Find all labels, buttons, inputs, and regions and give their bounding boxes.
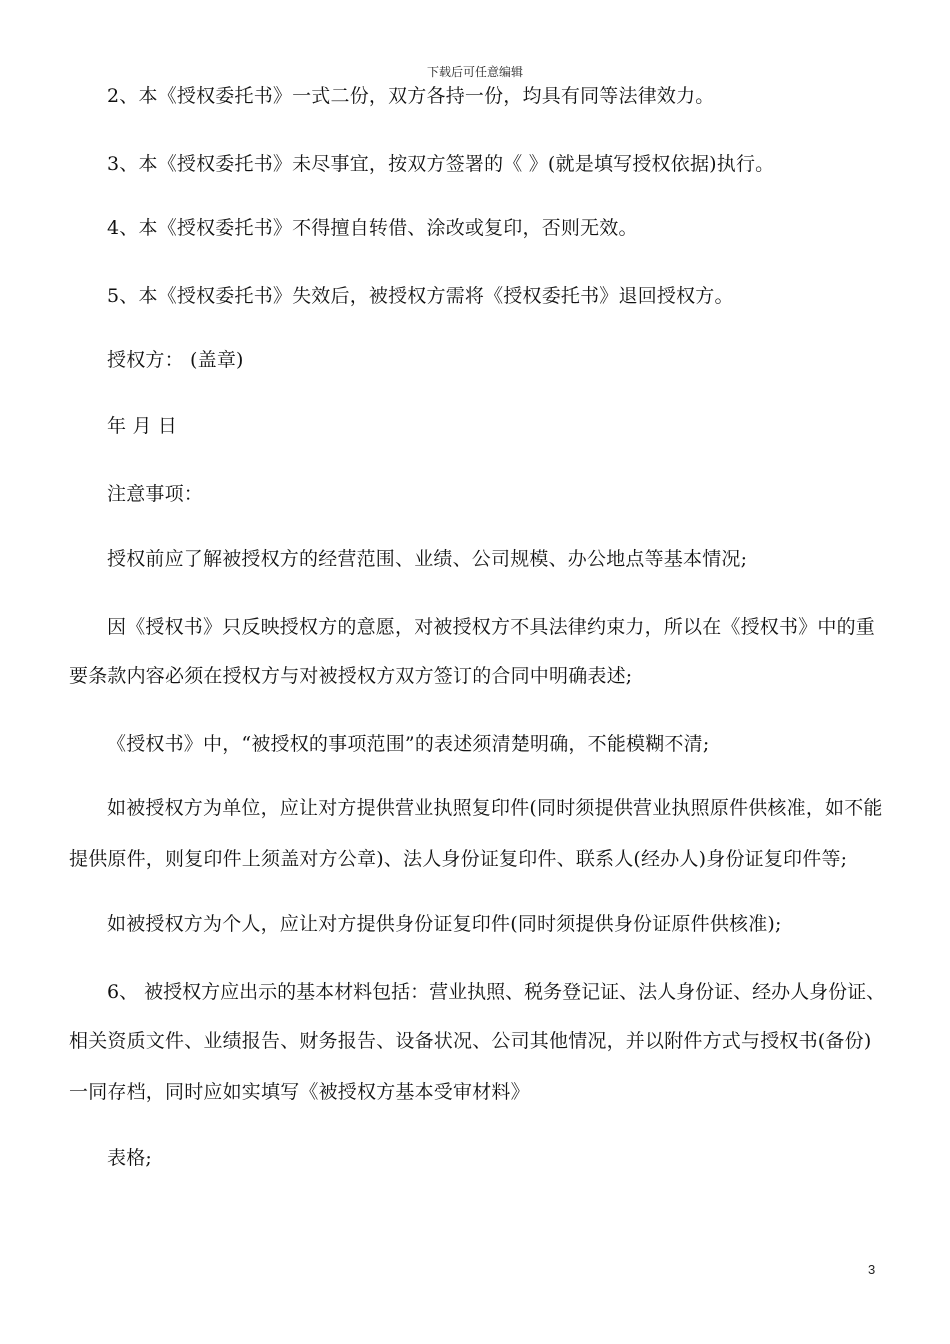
grantor-seal-line: 授权方： (盖章): [107, 349, 244, 371]
note-6-line-1: 6、 被授权方应出示的基本材料包括：营业执照、税务登记证、法人身份证、经办人身份证、: [107, 981, 886, 1003]
note-5-line-1: 如被授权方为个人，应让对方提供身份证复印件(同时须提供身份证原件供核准);: [107, 913, 782, 935]
note-3-line-1: 《授权书》中，“被授权的事项范围”的表述须清楚明确，不能模糊不清;: [107, 733, 710, 755]
note-4-line-1: 如被授权方为单位，应让对方提供营业执照复印件(同时须提供营业执照原件供核准，如不能: [107, 797, 883, 819]
note-2-line-1: 因《授权书》只反映授权方的意愿，对被授权方不具法律约束力，所以在《授权书》中的重: [107, 616, 876, 638]
page-number: 3: [868, 1262, 876, 1277]
note-4-line-2: 提供原件，则复印件上须盖对方公章)、法人身份证复印件、联系人(经办人)身份证复印件等;: [69, 848, 848, 870]
clause-4-line-1: 4、本《授权委托书》不得擅自转借、涂改或复印，否则无效。: [107, 217, 638, 239]
clause-2-line-1: 2、本《授权委托书》一式二份，双方各持一份，均具有同等法律效力。: [107, 85, 715, 107]
note-2-line-2: 要条款内容必须在授权方与对被授权方双方签订的合同中明确表述;: [69, 665, 633, 687]
date-line: 年 月 日: [107, 415, 178, 437]
table-label: 表格;: [107, 1147, 153, 1169]
note-6-line-3: 一同存档，同时应如实填写《被授权方基本受审材料》: [69, 1081, 530, 1103]
clause-5-line-1: 5、本《授权委托书》失效后，被授权方需将《授权委托书》退回授权方。: [107, 285, 734, 307]
note-6-line-2: 相关资质文件、业绩报告、财务报告、设备状况、公司其他情况，并以附件方式与授权书(备份): [69, 1030, 872, 1052]
notes-title: 注意事项：: [107, 483, 204, 505]
note-1-line-1: 授权前应了解被授权方的经营范围、业绩、公司规模、办公地点等基本情况;: [107, 548, 748, 570]
clause-3-line-1: 3、本《授权委托书》未尽事宜，按双方签署的《 》(就是填写授权依据)执行。: [107, 153, 775, 175]
page-header: 下载后可任意编辑: [426, 65, 523, 79]
